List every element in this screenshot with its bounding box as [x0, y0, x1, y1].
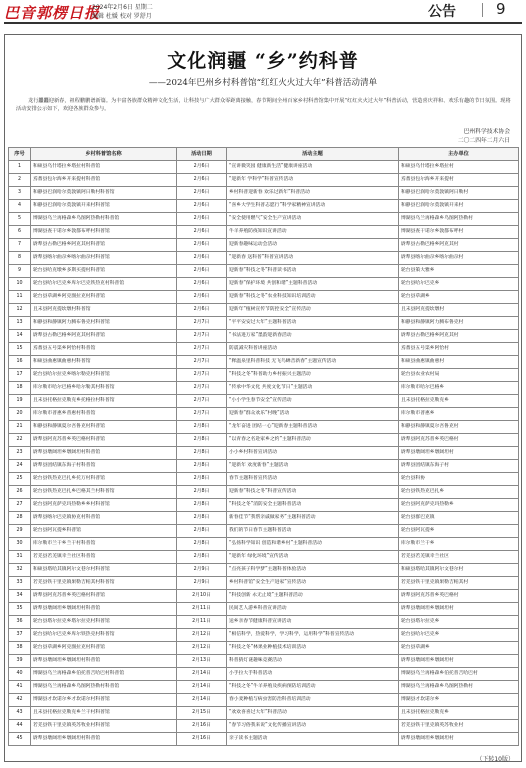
cell-date: 2月11日 — [177, 616, 227, 629]
masthead-divider — [482, 3, 483, 17]
cell-date: 2月7日 — [177, 382, 227, 395]
cell-date: 2月10日 — [177, 590, 227, 603]
cell-date: 2月7日 — [177, 317, 227, 330]
cell-theme: “科技之冬”林果业种植技术培训活动 — [227, 642, 399, 655]
cell-number: 5 — [9, 213, 31, 226]
cell-theme: “点亮孩子科学梦”主题科普体验活动 — [227, 564, 399, 577]
table-row — [9, 486, 519, 499]
cell-theme: 迎新春“群众欢乐”村晚”活动 — [227, 408, 399, 421]
table-row — [9, 174, 519, 187]
table-row — [9, 317, 519, 330]
cell-venue: 轮台县阿瓦提乡科普馆 — [31, 525, 177, 538]
cell-venue: 和硕县曲惠镇曲惠村科普馆 — [31, 356, 177, 369]
table-row — [9, 200, 519, 213]
cell-date: 2月6日 — [177, 213, 227, 226]
table-row — [9, 395, 519, 408]
cell-theme: “喜乡大学生科普志愿行”科学家精神宣讲活动 — [227, 200, 399, 213]
table-row — [9, 278, 519, 291]
cell-theme: 乡村科普馆“安全生产进家”宣传活动 — [227, 577, 399, 590]
cell-date: 2月11日 — [177, 603, 227, 616]
cell-date: 2月6日 — [177, 278, 227, 291]
issuing-date: 二〇二四年二月六日 — [457, 138, 510, 144]
cell-date: 2月6日 — [177, 174, 227, 187]
cell-number: 39 — [9, 655, 31, 668]
cell-host: 且末县阿克提坎墩村 — [399, 304, 519, 317]
cell-number: 4 — [9, 200, 31, 213]
header-theme: 活动主题 — [227, 148, 399, 161]
cell-number: 3 — [9, 187, 31, 200]
cell-theme: 小手拉大手科普活动 — [227, 668, 399, 681]
table-row — [9, 642, 519, 655]
cell-date: 2月14日 — [177, 668, 227, 681]
cell-date: 2月8日 — [177, 512, 227, 525]
page-number: 9 — [496, 0, 506, 18]
cell-number: 1 — [9, 161, 31, 174]
cell-host: 和硕县塔哈其镇阿尔文巷尔村 — [399, 564, 519, 577]
newspaper-logo: 巴音郭楞日报 — [4, 4, 101, 22]
cell-date: 2月8日 — [177, 473, 227, 486]
cell-host: 尉犁县墩阔坦乡墩阔坦村 — [399, 603, 519, 616]
cell-venue: 尉犁县阿克苏普乡英巴格村科普馆 — [31, 434, 177, 447]
cell-date: 2月7日 — [177, 330, 227, 343]
cell-date: 2月8日 — [177, 460, 227, 473]
cell-theme: 迎新春“科技之冬”农业科技知识培训活动 — [227, 291, 399, 304]
section-name: 公告 — [428, 4, 456, 20]
cell-date: 2月9日 — [177, 564, 227, 577]
cell-theme: 我们的节日春节主题科普活动 — [227, 525, 399, 538]
cell-host: 轮台县哈尔巴克乡 — [399, 629, 519, 642]
cell-theme: “宣讲微笑园 健康新生活”健康讲座活动 — [227, 161, 399, 174]
table-row — [9, 343, 519, 356]
cell-theme: 迎新春“科技之冬”科普读书活动 — [227, 265, 399, 278]
cell-venue: 轮台县铁热克巴扎乡托万村科普馆 — [31, 473, 177, 486]
table-row — [9, 265, 519, 278]
cell-number: 36 — [9, 616, 31, 629]
table-row — [9, 616, 519, 629]
table-row — [9, 252, 519, 265]
cell-theme: 小小乡村科普宣讲活动 — [227, 447, 399, 460]
cell-host: 若羌县若羌镇幸兰社区 — [399, 551, 519, 564]
cell-venue: 轮台县哈尔巴克乡库尔铁热克村科普馆 — [31, 629, 177, 642]
table-row — [9, 499, 519, 512]
article-title: 文化润疆 “乡”约科普 — [167, 50, 359, 72]
cell-venue: 轮台县阿克萨克玛热勒乡乡村科普馆 — [31, 499, 177, 512]
cell-theme: 新春佳节“我帮亲戚做家务”主题科普活动 — [227, 512, 399, 525]
cell-host: 轮台县阿瓦提乡 — [399, 525, 519, 538]
table-row — [9, 291, 519, 304]
table-row — [9, 226, 519, 239]
table-row — [9, 655, 519, 668]
table-row — [9, 239, 519, 252]
table-row — [9, 603, 519, 616]
cell-number: 19 — [9, 395, 31, 408]
cell-number: 38 — [9, 642, 31, 655]
cell-host: 轮台县阿克萨克玛热勒乡 — [399, 499, 519, 512]
table-row — [9, 512, 519, 525]
cell-theme: “迎新年 学科学”科普宣传活动 — [227, 174, 399, 187]
cell-number: 14 — [9, 330, 31, 343]
cell-host: 且末县托格拉克勒克乡 — [399, 395, 519, 408]
cell-date: 2月8日 — [177, 499, 227, 512]
table-row — [9, 720, 519, 733]
cell-date: 2月8日 — [177, 447, 227, 460]
cell-date: 2月14日 — [177, 681, 227, 694]
cell-number: 27 — [9, 499, 31, 512]
cell-host: 库尔勒市普惠乡 — [399, 408, 519, 421]
table-row — [9, 382, 519, 395]
article-subtitle: ——2024年巴州乡村科普馆“红红火火过大年”科普活动清单 — [148, 78, 378, 88]
table-row — [9, 447, 519, 460]
table-row — [9, 525, 519, 538]
cell-number: 43 — [9, 707, 31, 720]
header-venue: 乡村科普馆名称 — [31, 148, 177, 161]
cell-venue: 和硕县乌什塔拉乡塔拉村科普馆 — [31, 161, 177, 174]
table-row — [9, 694, 519, 707]
cell-venue: 和静县和静镇夏尔吾鲁克村科普馆 — [31, 421, 177, 434]
cell-host: 尉犁县阿克苏普乡英巴格村 — [399, 434, 519, 447]
cell-number: 33 — [9, 577, 31, 590]
table-row — [9, 473, 519, 486]
cell-venue: 博湖县查干诺尔乡敦都布呼村科普馆 — [31, 226, 177, 239]
cell-number: 11 — [9, 291, 31, 304]
cell-number: 22 — [9, 434, 31, 447]
cell-number: 29 — [9, 525, 31, 538]
cell-venue: 尉犁县墩阔坦乡墩阔坦村科普馆 — [31, 733, 177, 746]
cell-host: 和静县和静镇夏尔吾鲁克村 — [399, 421, 519, 434]
cell-venue: 若羌县铁干里克镇英苏牧业村科普馆 — [31, 720, 177, 733]
cell-host: 和硕县曲惠镇曲惠村 — [399, 356, 519, 369]
header-date: 活动日期 — [177, 148, 227, 161]
table-row — [9, 408, 519, 421]
cell-date: 2月12日 — [177, 642, 227, 655]
cell-host: 轮台县群巴克镇 — [399, 512, 519, 525]
cell-date: 2月16日 — [177, 733, 227, 746]
cell-date: 2月6日 — [177, 226, 227, 239]
cell-host: 尉犁县团结镇东海子村 — [399, 460, 519, 473]
table-row — [9, 668, 519, 681]
cell-date: 2月6日 — [177, 200, 227, 213]
cell-date: 2月6日 — [177, 161, 227, 174]
header-number: 序号 — [9, 148, 31, 161]
cell-date: 2月8日 — [177, 486, 227, 499]
cell-host: 若羌县铁干里克镇英苏牧业村 — [399, 720, 519, 733]
cell-host: 尉犁县墩阔坦乡墩阔坦村 — [399, 733, 519, 746]
cell-date: 2月7日 — [177, 356, 227, 369]
cell-host: 轮台县科协 — [399, 473, 519, 486]
table-row — [9, 434, 519, 447]
cell-number: 41 — [9, 681, 31, 694]
table-row — [9, 369, 519, 382]
cell-host: 博湖县查干诺尔乡敦都布呼村 — [399, 226, 519, 239]
cell-theme: 春节主题科普宣传活动 — [227, 473, 399, 486]
cell-host: 轮台县农业农村局 — [399, 369, 519, 382]
cell-venue: 焉耆县五号渠乡阿恰村科普馆 — [31, 343, 177, 356]
cell-theme: 春小麦种植与病虫害防治科普培训活动 — [227, 694, 399, 707]
cell-host: 博湖县乌兰再格森乡伯托普吉哈巴村 — [399, 668, 519, 681]
cell-number: 30 — [9, 538, 31, 551]
cell-venue: 尉犁县阿克苏普乡英巴格村科普馆 — [31, 590, 177, 603]
cell-venue: 若羌县铁干里克镇果勒吉帕其村科普馆 — [31, 577, 177, 590]
cell-date: 2月15日 — [177, 707, 227, 720]
cell-number: 45 — [9, 733, 31, 746]
cell-venue: 且末县托格拉克勒克乡兰干村科普馆 — [31, 707, 177, 720]
cell-theme: “科技之冬”科普助力乡村振兴主题活动 — [227, 369, 399, 382]
cell-host: 焉耆县包尔海乡开来提村 — [399, 174, 519, 187]
masthead-rule — [4, 22, 522, 24]
table-row — [9, 356, 519, 369]
cell-host: 库尔勒市哈尔巴格乡 — [399, 382, 519, 395]
issue-date: 2024年2月6日 星期二 — [92, 4, 153, 11]
cell-number: 18 — [9, 382, 31, 395]
table-row — [9, 421, 519, 434]
table-row — [9, 681, 519, 694]
cell-venue: 轮台县哈尔拉克乡喀尔勒克村科普馆 — [31, 369, 177, 382]
cell-host: 和硕县乌什塔拉乡塔拉村 — [399, 161, 519, 174]
cell-venue: 和静县和静镇阿力腾布鲁克村科普馆 — [31, 317, 177, 330]
cell-number: 42 — [9, 694, 31, 707]
cell-theme: 迎新春趣味运动会活动 — [227, 239, 399, 252]
cell-date: 2月6日 — [177, 252, 227, 265]
cell-date: 2月9日 — [177, 577, 227, 590]
cell-number: 32 — [9, 564, 31, 577]
cell-date: 2月8日 — [177, 421, 227, 434]
cell-venue: 尉犁县墩阔坦乡墩阔坦村科普馆 — [31, 655, 177, 668]
cell-theme: “释温泉里科普科技 无飞鸟蝉音新春”主题宣传活动 — [227, 356, 399, 369]
cell-theme: “以青春之名赴家乡之约”主题科普活动 — [227, 434, 399, 447]
cell-date: 2月8日 — [177, 434, 227, 447]
cell-date: 2月6日 — [177, 304, 227, 317]
cell-host: 和静县和静镇阿力腾布鲁克村 — [399, 317, 519, 330]
cell-number: 40 — [9, 668, 31, 681]
table-header-row — [9, 148, 519, 161]
cell-host: 轮台县策大雅乡 — [399, 265, 519, 278]
cell-venue: 尉犁县古勒巴格乡阿克其村科普馆 — [31, 330, 177, 343]
cell-host: 尉犁县阿克苏普乡英巴格村 — [399, 590, 519, 603]
cell-date: 2月6日 — [177, 187, 227, 200]
cell-venue: 博湖县才坎诺尔乡才坎诺尔村科普馆 — [31, 694, 177, 707]
cell-venue: 和静县巴润哈尔莫敦镇开来村科普馆 — [31, 200, 177, 213]
cell-theme: “相信科学，热爱科学，学习科学，运用科学”科普宣传活动 — [227, 629, 399, 642]
cell-date: 2月16日 — [177, 720, 227, 733]
cell-number: 20 — [9, 408, 31, 421]
table-body — [9, 161, 519, 746]
cell-number: 21 — [9, 421, 31, 434]
table-row — [9, 330, 519, 343]
cell-host: 若羌县铁干里克镇果勒吉帕其村 — [399, 577, 519, 590]
cell-venue: 库尔勒市兰干乡兰干村科普馆 — [31, 538, 177, 551]
cell-theme: 迎新年“植树宣传节防控安全”宣传活动 — [227, 304, 399, 317]
cell-host: 焉耆县五号渠乡阿恰村 — [399, 343, 519, 356]
table-row — [9, 304, 519, 317]
cell-number: 12 — [9, 304, 31, 317]
cell-theme: “小小学生春节安全”宣传活动 — [227, 395, 399, 408]
cell-theme: 迎新春“保护环境 共创和谐”主题科普活动 — [227, 278, 399, 291]
cell-number: 24 — [9, 460, 31, 473]
cell-number: 23 — [9, 447, 31, 460]
cell-host: 尉犁县墩阔坦乡墩阔坦村 — [399, 655, 519, 668]
cell-number: 37 — [9, 629, 31, 642]
cell-number: 13 — [9, 317, 31, 330]
cell-venue: 且末县托格拉克勒克乡托格拉村科普馆 — [31, 395, 177, 408]
cell-date: 2月7日 — [177, 369, 227, 382]
cell-theme: 迎新春“科技之冬”科普宣传活动 — [227, 486, 399, 499]
cell-number: 26 — [9, 486, 31, 499]
cell-venue: 尉犁县喀尔曲尕乡喀尔曲尕村科普馆 — [31, 252, 177, 265]
cell-host: 轮台县塔尔拉克乡 — [399, 616, 519, 629]
cell-number: 35 — [9, 603, 31, 616]
cell-theme: 民间艺人游乡科普宣讲活动 — [227, 603, 399, 616]
cell-theme: 牛羊养殖防疫知识宣讲活动 — [227, 226, 399, 239]
issuing-organization: 巴州科学技术协会 — [463, 129, 510, 135]
cell-venue: 博湖县乌兰再格森乡乌图阿热勒村科普馆 — [31, 213, 177, 226]
cell-host: 博湖县乌兰再格森乡乌图阿热勒村 — [399, 213, 519, 226]
table-row — [9, 629, 519, 642]
cell-date: 2月8日 — [177, 525, 227, 538]
table-row — [9, 538, 519, 551]
cell-venue: 库尔勒市普惠乡普惠村科普馆 — [31, 408, 177, 421]
cell-venue: 焉耆县包尔海乡开来提村科普馆 — [31, 174, 177, 187]
cell-number: 9 — [9, 265, 31, 278]
cell-host: 和静县巴润哈尔莫敦镇阿日勒村 — [399, 187, 519, 200]
cell-date: 2月7日 — [177, 343, 227, 356]
cell-host: 和静县巴润哈尔莫敦镇开来村 — [399, 200, 519, 213]
cell-host: 博湖县才坎诺尔乡 — [399, 694, 519, 707]
cell-theme: “安全使用燃气”安全生产宣讲活动 — [227, 213, 399, 226]
table-row — [9, 707, 519, 720]
cell-number: 8 — [9, 252, 31, 265]
cell-theme: “科技之冬”消防安全主题科普活动 — [227, 499, 399, 512]
cell-theme: “龙年奋进 团结一心”迎新春主题科普活动 — [227, 421, 399, 434]
cell-theme: “平平安安过大年”主题科普活动 — [227, 317, 399, 330]
header-host: 主办单位 — [399, 148, 519, 161]
cell-venue: 轮台县哈尔巴克乡库尔巴克铁热克村科普馆 — [31, 278, 177, 291]
cell-theme: “书法进万家”墨韵迎新春活动 — [227, 330, 399, 343]
cell-venue: 尉犁县墩阔坦乡墩阔坦村科普馆 — [31, 447, 177, 460]
table-row — [9, 187, 519, 200]
cell-venue: 轮台县草湖乡阿克图拉克村科普馆 — [31, 642, 177, 655]
cell-venue: 轮台县铁热克巴扎乡巴格其兰村科普馆 — [31, 486, 177, 499]
activity-table — [8, 147, 519, 746]
cell-venue: 尉犁县墩阔坦乡墩阔坦村科普馆 — [31, 603, 177, 616]
cell-theme: 乡村科普迎新春 欢乐过新年”科普活动 — [227, 187, 399, 200]
cell-venue: 尉犁县古勒巴格乡阿克其村科普馆 — [31, 239, 177, 252]
cell-theme: “科技之冬”牛羊养殖及疾病预防培训活动 — [227, 681, 399, 694]
cell-venue: 且末县阿克提坎墩村科普馆 — [31, 304, 177, 317]
cell-venue: 博湖县乌兰再格森乡伯托普吉哈巴村科普馆 — [31, 668, 177, 681]
cell-theme: “传承中华文化 共度文化节日”主题活动 — [227, 382, 399, 395]
continued-note: （下转10版） — [476, 756, 514, 763]
table-row — [9, 460, 519, 473]
table-row — [9, 161, 519, 174]
cell-host: 且末县托格拉克勒克乡 — [399, 707, 519, 720]
cell-host: 轮台县铁热克巴扎乡 — [399, 486, 519, 499]
cell-theme: 防震减灾科普讲座活动 — [227, 343, 399, 356]
cell-number: 16 — [9, 356, 31, 369]
masthead — [0, 0, 526, 22]
cell-number: 6 — [9, 226, 31, 239]
cell-theme: 亲子读书主题活动 — [227, 733, 399, 746]
cell-number: 7 — [9, 239, 31, 252]
cell-host: 尉犁县古勒巴格乡阿克其村 — [399, 330, 519, 343]
table-row — [9, 577, 519, 590]
cell-number: 28 — [9, 512, 31, 525]
cell-venue: 轮台县哈克墩乡多斯买提村科普馆 — [31, 265, 177, 278]
cell-number: 44 — [9, 720, 31, 733]
cell-date: 2月6日 — [177, 265, 227, 278]
cell-number: 10 — [9, 278, 31, 291]
cell-venue: 若羌县若羌镇幸兰社区科普馆 — [31, 551, 177, 564]
cell-number: 17 — [9, 369, 31, 382]
cell-theme: “迎新春 送科普”科普宣讲活动 — [227, 252, 399, 265]
table-row — [9, 213, 519, 226]
cell-theme: “欢欢喜喜过大年”科普活动 — [227, 707, 399, 720]
table-row — [9, 564, 519, 577]
cell-number: 15 — [9, 343, 31, 356]
table-row — [9, 733, 519, 746]
cell-venue: 博湖县乌兰再格森乡乌图阿热勒村科普馆 — [31, 681, 177, 694]
cell-date: 2月8日 — [177, 538, 227, 551]
editor-credits: 编辑 杜媛 校对 罗舒月 — [92, 13, 152, 20]
cell-host: 轮台县草湖乡 — [399, 642, 519, 655]
table-row — [9, 590, 519, 603]
cell-theme: “科技创新 永无止境”主题科普活动 — [227, 590, 399, 603]
cell-host: 轮台县哈尔巴克乡 — [399, 278, 519, 291]
cell-venue: 轮台县塔尔拉克乡塔尔拉克村科普馆 — [31, 616, 177, 629]
cell-theme: “春节习俗我来说”文化传播宣讲活动 — [227, 720, 399, 733]
cell-theme: 科普猜灯谜趣味竞赛活动 — [227, 655, 399, 668]
cell-number: 34 — [9, 590, 31, 603]
cell-date: 2月6日 — [177, 239, 227, 252]
cell-date: 2月7日 — [177, 395, 227, 408]
cell-date: 2月8日 — [177, 551, 227, 564]
cell-venue: 尉犁县团结镇东海子村科普馆 — [31, 460, 177, 473]
table-row — [9, 551, 519, 564]
cell-date: 2月14日 — [177, 694, 227, 707]
cell-host: 尉犁县喀尔曲尕乡喀尔曲尕村 — [399, 252, 519, 265]
cell-theme: “迎新年 绿化环境”宣传活动 — [227, 551, 399, 564]
cell-venue: 和硕县塔哈其镇阿尔文巷尔村科普馆 — [31, 564, 177, 577]
cell-number: 2 — [9, 174, 31, 187]
cell-date: 2月7日 — [177, 408, 227, 421]
cell-date: 2月6日 — [177, 291, 227, 304]
cell-venue: 尉犁县喀尔巴克镇协克村科普馆 — [31, 512, 177, 525]
cell-host: 尉犁县墩阔坦乡墩阔坦村 — [399, 447, 519, 460]
cell-theme: “弘扬科学知识 创造和谐乡村”主题科普活动 — [227, 538, 399, 551]
cell-date: 2月12日 — [177, 629, 227, 642]
cell-host: 轮台县草湖乡 — [399, 291, 519, 304]
cell-host: 尉犁县古勒巴格乡阿克其村 — [399, 239, 519, 252]
cell-host: 博湖县乌兰再格森乡乌图阿热勒村 — [399, 681, 519, 694]
article-intro: 龙行龘龘迎新春，祖程鹏鹏谱新篇。为丰富各族群众精神文化生活，让科技与广大群众零距离接触，春节期间全州百家乡村科普馆集中开展“红红火火过大年”科普活动，营造喜庆祥和、欢乐有趣的节日氛围。现将活动安排公示如下，欢迎各族群众参与。 — [16, 98, 511, 112]
cell-host: 库尔勒市兰干乡 — [399, 538, 519, 551]
cell-number: 31 — [9, 551, 31, 564]
cell-number: 25 — [9, 473, 31, 486]
cell-theme: “迎新年 欢度新春”主题活动 — [227, 460, 399, 473]
cell-venue: 和静县巴润哈尔莫敦镇阿日勒村科普馆 — [31, 187, 177, 200]
cell-venue: 库尔勒市哈尔巴格乡哈尔勒其村科普馆 — [31, 382, 177, 395]
cell-venue: 轮台县草湖乡阿克图拉克村科普馆 — [31, 291, 177, 304]
cell-theme: 送乡亲春节健康科普宣讲活动 — [227, 616, 399, 629]
cell-date: 2月13日 — [177, 655, 227, 668]
